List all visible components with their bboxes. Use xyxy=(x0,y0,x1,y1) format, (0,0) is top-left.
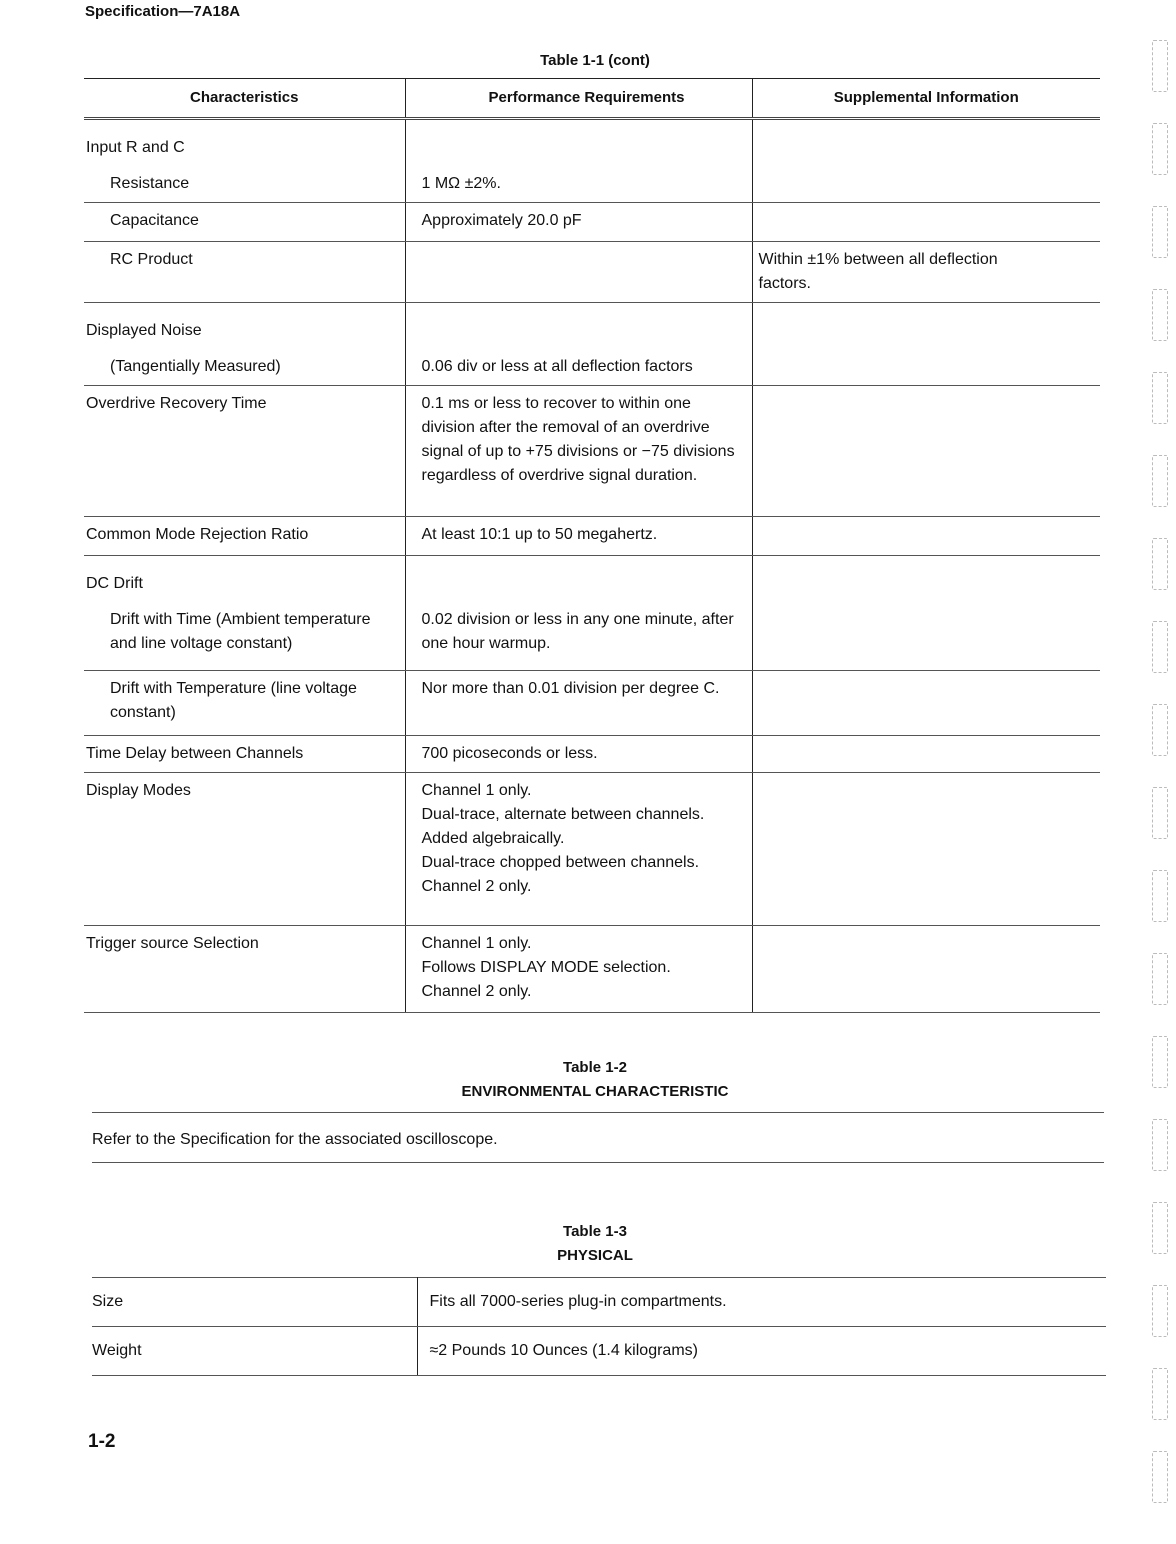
performance-cell xyxy=(405,926,752,1013)
column-header-performance: Performance Requirements xyxy=(405,79,752,119)
table-row xyxy=(84,517,1100,556)
divider xyxy=(92,1162,1104,1163)
characteristic-cell xyxy=(84,386,405,517)
physical-label: Size xyxy=(92,1278,417,1327)
characteristic-cell xyxy=(84,556,405,671)
binder-hole xyxy=(1152,1451,1168,1503)
characteristic-group-label: DC Drift xyxy=(86,575,143,592)
binder-hole xyxy=(1152,206,1168,258)
performance-value: Channel 1 only. Follows DISPLAY MODE selection. Channel 2 only. xyxy=(421,935,671,1000)
page-number: 1-2 xyxy=(88,1431,116,1452)
characteristic-label: Drift with Temperature (line voltage constant) xyxy=(110,680,357,721)
binder-hole xyxy=(1152,455,1168,507)
performance-value: 0.1 ms or less to recover to within one division after the removal of an overdrive signal of up to +75 divisions or −75 divisions regardless of overdrive signal duration. xyxy=(421,395,735,484)
supplemental-cell xyxy=(752,303,1100,386)
characteristic-cell xyxy=(84,517,405,556)
table-row xyxy=(92,1327,1106,1376)
table-row xyxy=(84,242,1100,303)
characteristic-cell xyxy=(84,203,405,242)
supplemental-value: Within ±1% between all deflection factors. xyxy=(758,251,998,292)
performance-cell xyxy=(405,517,752,556)
performance-cell xyxy=(405,242,752,303)
binder-hole xyxy=(1152,621,1168,673)
characteristic-cell xyxy=(84,773,405,926)
physical-value: ≈2 Pounds 10 Ounces (1.4 kilograms) xyxy=(417,1327,1106,1376)
performance-cell xyxy=(405,386,752,517)
characteristic-label: Time Delay between Channels xyxy=(86,745,304,762)
characteristic-cell xyxy=(84,119,405,203)
supplemental-cell xyxy=(752,736,1100,773)
table3-title: PHYSICAL xyxy=(557,1247,633,1264)
performance-cell xyxy=(405,671,752,736)
physical-table xyxy=(92,1277,1106,1376)
binder-hole xyxy=(1152,372,1168,424)
binder-hole xyxy=(1152,1285,1168,1337)
table-row xyxy=(92,1278,1106,1327)
table2-caption: Table 1-2 xyxy=(563,1059,627,1076)
binder-hole xyxy=(1152,870,1168,922)
column-header-characteristics: Characteristics xyxy=(84,79,405,119)
table-row xyxy=(84,926,1100,1013)
table-row xyxy=(84,671,1100,736)
supplemental-cell xyxy=(752,203,1100,242)
binder-holes xyxy=(1152,40,1168,1534)
performance-value: 0.06 div or less at all deflection factors xyxy=(421,358,693,375)
performance-cell xyxy=(405,119,752,203)
characteristic-label: Display Modes xyxy=(86,782,191,799)
table-row xyxy=(84,119,1100,203)
performance-value: 0.02 division or less in any one minute, after one hour warmup. xyxy=(421,611,734,652)
characteristic-cell xyxy=(84,736,405,773)
performance-value: Approximately 20.0 pF xyxy=(421,212,582,229)
binder-hole xyxy=(1152,123,1168,175)
table-row xyxy=(84,386,1100,517)
binder-hole xyxy=(1152,953,1168,1005)
performance-value: 700 picoseconds or less. xyxy=(421,745,598,762)
binder-hole xyxy=(1152,40,1168,92)
performance-cell xyxy=(405,773,752,926)
binder-hole xyxy=(1152,787,1168,839)
supplemental-cell xyxy=(752,242,1100,303)
performance-value: Channel 1 only. Dual-trace, alternate between channels. Added algebraically. Dual-trace chopped between channels. Channel 2 only. xyxy=(421,782,705,895)
supplemental-cell xyxy=(752,386,1100,517)
characteristic-label: Capacitance xyxy=(110,212,199,229)
table-row xyxy=(84,736,1100,773)
characteristic-label: Trigger source Selection xyxy=(86,935,259,952)
binder-hole xyxy=(1152,1119,1168,1171)
table-row xyxy=(84,556,1100,671)
supplemental-cell xyxy=(752,119,1100,203)
column-header-supplemental: Supplemental Information xyxy=(752,79,1100,119)
performance-value: At least 10:1 up to 50 megahertz. xyxy=(421,526,658,543)
supplemental-cell xyxy=(752,926,1100,1013)
table-row xyxy=(84,773,1100,926)
performance-value: 1 MΩ ±2%. xyxy=(421,175,501,192)
characteristic-group-label: Input R and C xyxy=(86,139,185,156)
supplemental-cell xyxy=(752,773,1100,926)
performance-cell xyxy=(405,203,752,242)
physical-label: Weight xyxy=(92,1327,417,1376)
binder-hole xyxy=(1152,1202,1168,1254)
table-row xyxy=(84,303,1100,386)
performance-cell xyxy=(405,556,752,671)
characteristic-label: Common Mode Rejection Ratio xyxy=(86,526,309,543)
binder-hole xyxy=(1152,538,1168,590)
characteristic-label: RC Product xyxy=(110,251,193,268)
table-row xyxy=(84,203,1100,242)
characteristic-cell xyxy=(84,671,405,736)
binder-hole xyxy=(1152,704,1168,756)
characteristic-label: (Tangentially Measured) xyxy=(110,358,281,375)
characteristic-label: Drift with Time (Ambient temperature and line voltage constant) xyxy=(110,611,371,652)
table2-title: ENVIRONMENTAL CHARACTERISTIC xyxy=(461,1083,729,1100)
table1-caption: Table 1-1 (cont) xyxy=(540,52,650,69)
performance-cell xyxy=(405,303,752,386)
characteristic-cell xyxy=(84,926,405,1013)
supplemental-cell xyxy=(752,556,1100,671)
characteristic-label: Overdrive Recovery Time xyxy=(86,395,267,412)
characteristic-group-label: Displayed Noise xyxy=(86,322,202,339)
characteristic-cell xyxy=(84,242,405,303)
characteristic-label: Resistance xyxy=(110,175,190,192)
characteristic-cell xyxy=(84,303,405,386)
binder-hole xyxy=(1152,1368,1168,1420)
binder-hole xyxy=(1152,289,1168,341)
running-header: Specification—7A18A xyxy=(85,3,241,20)
environmental-text: Refer to the Specification for the associated oscilloscope. xyxy=(92,1131,498,1148)
binder-hole xyxy=(1152,1036,1168,1088)
table3-caption: Table 1-3 xyxy=(563,1223,627,1240)
performance-cell xyxy=(405,736,752,773)
physical-value: Fits all 7000-series plug-in compartments. xyxy=(417,1278,1106,1327)
characteristics-table xyxy=(84,78,1100,1013)
supplemental-cell xyxy=(752,517,1100,556)
divider xyxy=(92,1112,1104,1113)
supplemental-cell xyxy=(752,671,1100,736)
performance-value: Nor more than 0.01 division per degree C. xyxy=(421,680,720,697)
